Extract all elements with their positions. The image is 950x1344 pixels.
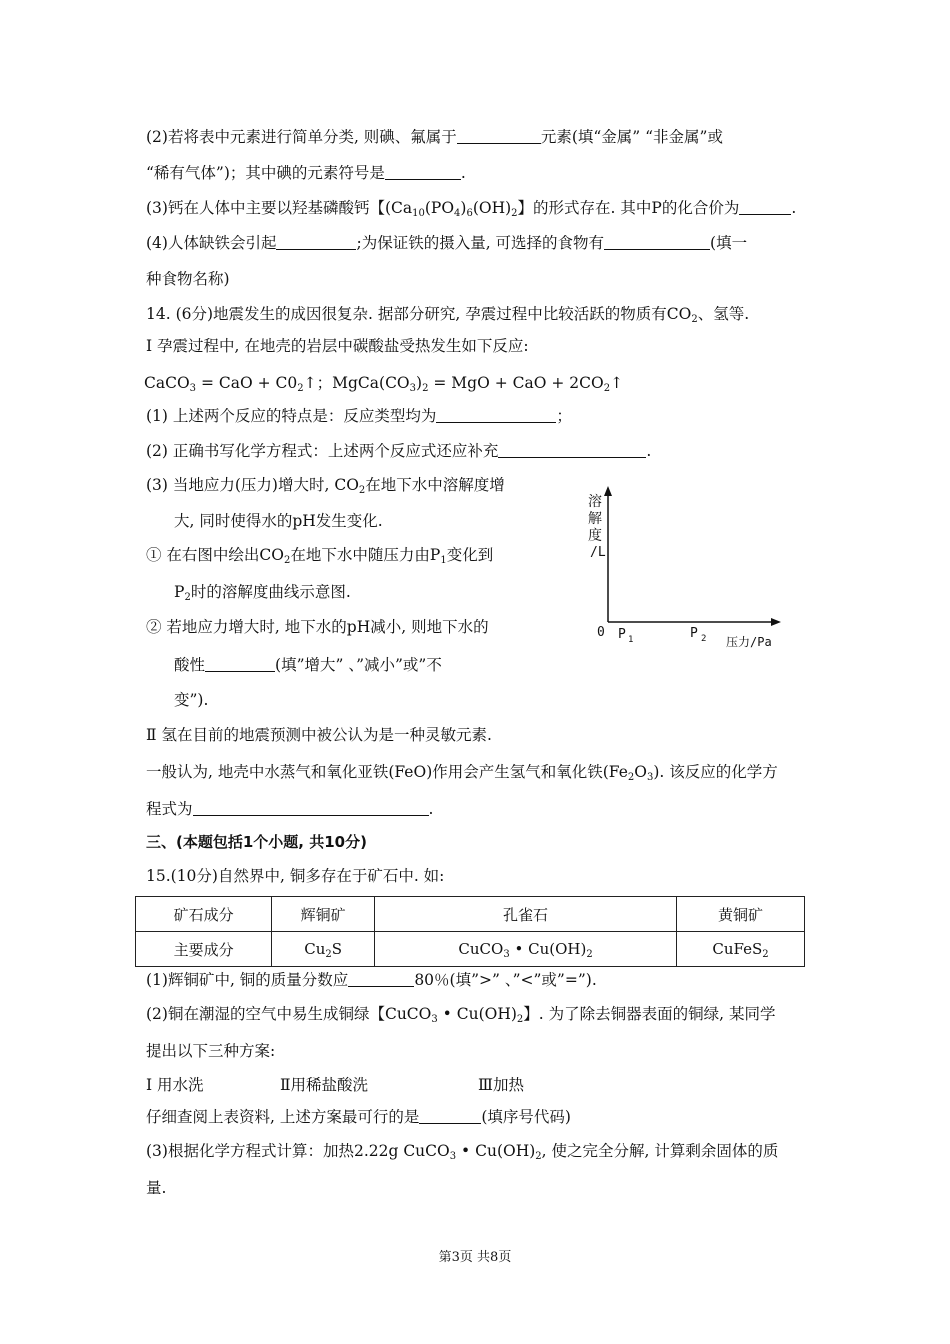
q13-part2-line1: (2)若将表中元素进行简单分类, 则碘、氟属于 元素(填“金属” “非金属”或 (146, 128, 723, 146)
p2-subscript: 2 (701, 634, 707, 644)
ore-table (135, 896, 805, 967)
table-cell: 主要成分 (136, 932, 272, 967)
p2-label: P (690, 626, 698, 641)
p1-subscript: 1 (628, 635, 634, 645)
table-row (136, 932, 805, 967)
q13-part3: (3)钙在人体中主要以羟基磷酸钙【($Ca_{10}(PO_4)_6(OH)_2$】的形式存在. 其中P的化合价为 . (146, 199, 797, 219)
table-cell: 黄铜矿 (677, 897, 805, 932)
q15-option-1: Ⅰ 用水洗 (146, 1076, 204, 1094)
origin-label: 0 (597, 625, 605, 640)
q14-part2-line1: 一般认为, 地壳中水蒸气和氧化亚铁(FeO)作用会产生氢气和氧化铁$(Fe_2O_3)$. 该反应的化学方 (146, 763, 778, 783)
y-axis-arrow-icon (604, 486, 612, 496)
q13-part2-line2: “稀有气体”)；其中碘的元素符号是 . (146, 164, 466, 182)
q14-item2-line3: 变”). (174, 691, 209, 709)
q14-item1-line2: $P_2$时的溶解度曲线示意图. (174, 583, 351, 603)
q15-option-3: Ⅲ加热 (478, 1076, 524, 1094)
q14-part2-title: Ⅱ 氢在目前的地震预测中被公认为是一种灵敏元素. (146, 726, 492, 744)
page-footer: 第3页 共8页 (438, 1250, 512, 1265)
solubility-graph[interactable] (585, 480, 795, 655)
answer-blank[interactable] (385, 165, 461, 180)
answer-blank[interactable] (205, 657, 275, 672)
y-label-char: 解 (588, 511, 602, 527)
answer-blank[interactable] (498, 443, 646, 458)
table-cell: CuFeS$_2$ (677, 932, 805, 967)
q15-sub3-line1: (3)根据化学方程式计算：加热2.22g CuCO$_3$ • $Cu(OH)_2$, 使之完全分解, 计算剩余固体的质 (146, 1142, 779, 1162)
y-label-char: 溶 (588, 494, 602, 510)
q13-part4-line2: 种食物名称) (146, 270, 230, 288)
answer-blank[interactable] (457, 129, 541, 144)
table-cell: 孔雀石 (375, 897, 677, 932)
q15-option-2: Ⅱ用稀盐酸洗 (280, 1076, 369, 1094)
table-row (136, 897, 805, 932)
y-label-char: 度 (588, 528, 602, 544)
table-cell: 矿石成分 (136, 897, 272, 932)
answer-blank[interactable] (739, 200, 791, 215)
section-title: 三、(本题包括1个小题, 共10分) (146, 833, 367, 851)
answer-blank[interactable] (436, 408, 556, 423)
x-axis-label: 压力/Pa (726, 635, 772, 649)
answer-blank[interactable] (193, 801, 429, 816)
table-cell: 辉铜矿 (272, 897, 375, 932)
table-cell: CuCO$_3$ • $Cu(OH)_2$ (375, 932, 677, 967)
answer-blank[interactable] (348, 972, 414, 987)
q14-item2-line1: ② 若地应力增大时, 地下水的pH减小, 则地下水的 (146, 618, 489, 636)
q15-sub2-line1: (2)铜在潮湿的空气中易生成铜绿【CuCO$_3$ • $Cu(OH)_2$】. 为了除去铜器表面的铜绿, 某同学 (146, 1005, 776, 1025)
y-label-unit: /L (590, 545, 606, 560)
q14-part2-line2: 程式为 . (146, 800, 434, 818)
q14-sub3-line1: (3) 当地应力(压力)增大时, $CO_2$在地下水中溶解度增 (146, 476, 505, 496)
q15-sub1: (1)辉铜矿中, 铜的质量分数应 80％(填”>” 、”<”或”=”). (146, 971, 597, 989)
x-axis-arrow-icon (771, 618, 781, 626)
q15-sub2-line2: 提出以下三种方案: (146, 1042, 276, 1060)
table-cell: $Cu_2S$ (272, 932, 375, 967)
p1-label: P (618, 627, 626, 642)
q14-sub3-line2: 大, 同时使得水的pH发生变化. (174, 512, 383, 530)
q14-equations: CaCO$_3$ = CaO + $C0_2↑$；$MgCa(CO_3)_2$ = MgO + CaO + $2CO_2↑$ (144, 374, 624, 394)
q14-sub1: (1) 上述两个反应的特点是：反应类型均为 ； (146, 407, 572, 425)
answer-blank[interactable] (604, 235, 710, 250)
q14-heading: 14. (6分)地震发生的成因很复杂. 据部分研究, 孕震过程中比较活跃的物质有$CO_2$、氢等. (146, 305, 750, 325)
q14-item1-line1: ① 在右图中绘出$CO_2$在地下水中随压力由$P_1$变化到 (146, 546, 494, 566)
q14-part1: Ⅰ 孕震过程中, 在地壳的岩层中碳酸盐受热发生如下反应: (146, 337, 529, 355)
q14-sub2: (2) 正确书写化学方程式：上述两个反应式还应补充 . (146, 442, 652, 460)
answer-blank[interactable] (419, 1109, 481, 1124)
q14-item2-line2: 酸性 (填”增大” 、”减小”或”不 (174, 656, 442, 674)
q15-sub3-line2: 量. (146, 1179, 167, 1197)
q15-heading: 15.(10分)自然界中, 铜多存在于矿石中. 如: (146, 867, 445, 885)
q13-part4-line1: (4)人体缺铁会引起 ;为保证铁的摄入量, 可选择的食物有 (填一 (146, 234, 748, 252)
q15-sub2-line3: 仔细查阅上表资料, 上述方案最可行的是 (填序号代码) (146, 1108, 571, 1126)
answer-blank[interactable] (276, 235, 356, 250)
